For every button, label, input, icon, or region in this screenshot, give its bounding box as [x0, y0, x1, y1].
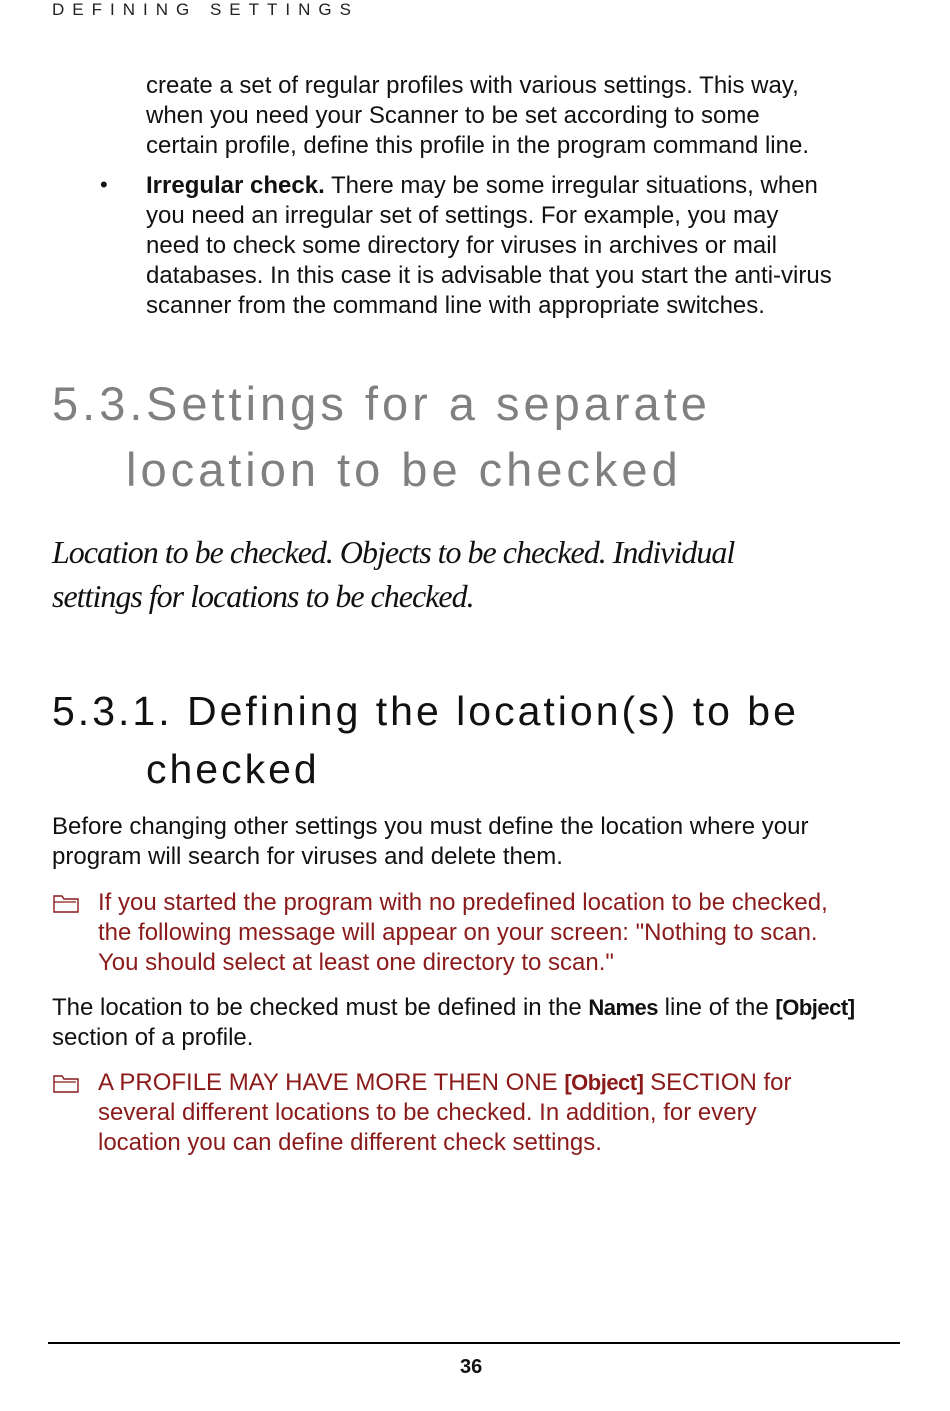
note-line: [98, 1068, 908, 1098]
note-line: location you can define different check settings.: [98, 1129, 602, 1156]
note-line: several different locations to be checked. In addition, for every: [98, 1099, 757, 1126]
subsection-title-continued: checked: [146, 746, 320, 792]
subtitle-line: Location to be checked. Objects to be checked. Individual: [52, 534, 735, 570]
running-header: DEFINING SETTINGS: [52, 0, 359, 19]
keyword-object: [Object]: [775, 995, 855, 1020]
note-nothing-to-scan: [98, 888, 908, 978]
keyword-object: [Object]: [564, 1070, 644, 1095]
bullet-lead: Irregular check.: [146, 172, 325, 199]
note-multiple-object-sections: [98, 1068, 908, 1158]
section-title: Settings for a separate: [146, 377, 711, 430]
bullet-paragraph: [146, 171, 926, 321]
bullet-marker: •: [100, 172, 108, 197]
subsection-title: 5.3.1. Defining the location(s) to be: [52, 688, 799, 734]
text-line: you need an irregular set of settings. For example, you may: [146, 202, 779, 229]
footer-divider: [48, 1342, 900, 1344]
text-line: when you need your Scanner to be set according to some: [146, 102, 760, 129]
page-number: 36: [460, 1356, 483, 1378]
text-run: A PROFILE MAY HAVE MORE THEN ONE: [98, 1069, 565, 1096]
text-line: databases. In this case it is advisable that you start the anti-virus: [146, 262, 832, 289]
text-line: scanner from the command line with appropriate switches.: [146, 292, 765, 319]
note-line: You should select at least one directory to scan.": [98, 949, 614, 976]
text-line: [52, 993, 922, 1023]
section-title-continued: location to be checked: [126, 443, 682, 496]
note-line: If you started the program with no predefined location to be checked,: [98, 889, 828, 916]
text-line: create a set of regular profiles with various settings. This way,: [146, 72, 799, 99]
text-line: section of a profile.: [52, 1024, 254, 1051]
text-run: The location to be checked must be defined in the: [52, 994, 589, 1021]
subsection-paragraph: [52, 812, 912, 872]
text-line: need to check some directory for viruses in archives or mail: [146, 232, 777, 259]
bullet-line1-rest: There may be some irregular situations, when: [324, 172, 818, 199]
text-line: certain profile, define this profile in the program command line.: [146, 132, 809, 159]
keyword-names: Names: [588, 995, 658, 1020]
text-run: line of the: [658, 994, 776, 1021]
text-line: [146, 171, 926, 201]
section-subtitle: [52, 530, 812, 618]
folder-outline-icon: [52, 892, 84, 916]
names-paragraph: [52, 993, 922, 1053]
intro-paragraph: [146, 71, 926, 161]
text-run: SECTION for: [643, 1069, 792, 1096]
folder-outline-icon: [52, 1072, 84, 1096]
subtitle-line: settings for locations to be checked.: [52, 578, 474, 614]
note-line: the following message will appear on your screen: "Nothing to scan.: [98, 919, 818, 946]
text-line: program will search for viruses and delete them.: [52, 843, 563, 870]
text-line: Before changing other settings you must define the location where your: [52, 813, 809, 840]
section-number: 5.3.: [52, 377, 147, 430]
